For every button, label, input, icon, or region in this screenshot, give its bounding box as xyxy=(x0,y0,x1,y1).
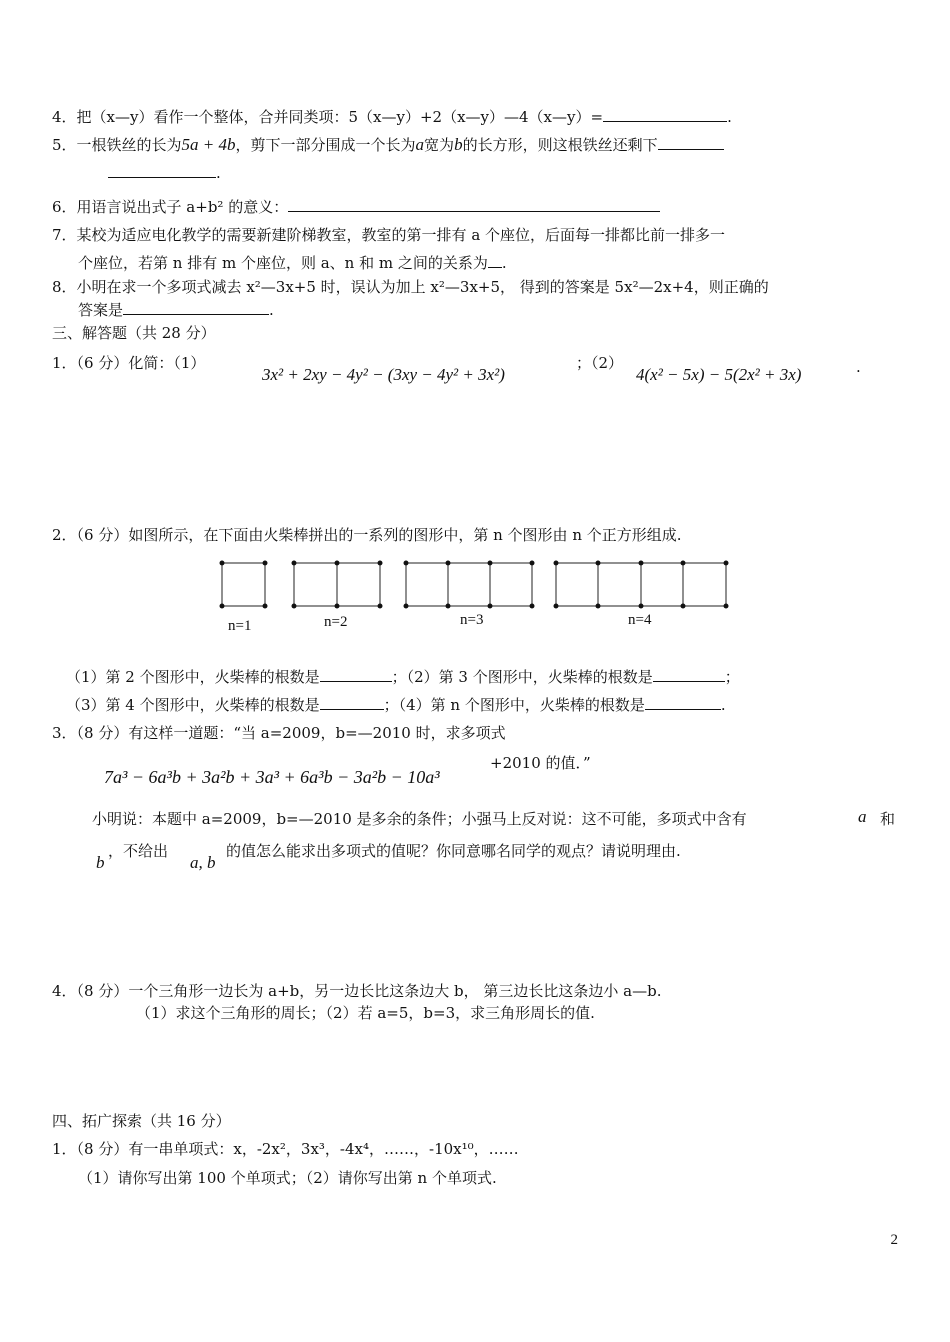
question-3-4: 4．（8 分）一个三角形一边长为 a+b，另一边长比这条边大 b， 第三边长比这条边小 a—b. xyxy=(52,982,662,1000)
section-3-title: 三、解答题（共 28 分） xyxy=(52,324,216,342)
question-fill-8: 8．小明在求一个多项式减去 x²—3x+5 时，误认为加上 x²—3x+5， 得到的答案是 5x²—2x+4，则正确的 xyxy=(52,278,769,296)
expression-2: 4(x² − 5x) − 5(2x² + 3x) xyxy=(636,365,802,384)
answer-blank xyxy=(123,299,269,315)
answer-blank xyxy=(488,252,502,268)
figure-label-n1: n=1 xyxy=(228,618,252,634)
question-3-1: 1．（6 分）化简：（1） xyxy=(52,354,206,372)
square-group xyxy=(406,563,532,606)
answer-blank xyxy=(603,106,727,122)
question-3-3-para-2: ，不给出 xyxy=(108,842,169,860)
question-fill-7: 7．某校为适应电化教学的需要新建阶梯教室，教室的第一排有 a 个座位，后面每一排都比前一排多一 xyxy=(52,226,726,244)
answer-blank xyxy=(320,694,384,710)
figure-label-n3: n=3 xyxy=(460,612,484,628)
question-fill-4: 4．把（x—y）看作一个整体，合并同类项：5（x—y）+2（x—y）—4（x—y）= . xyxy=(52,108,732,126)
answer-blank xyxy=(108,162,216,178)
question-fill-5: 5．一根铁丝的长为5a + 4b，剪下一部分围成一个长为a宽为b的长方形，则这根铁丝还剩下 xyxy=(52,134,724,156)
figure-label-n4: n=4 xyxy=(628,612,652,628)
polynomial-expression: 7a³ − 6a³b + 3a²b + 3a³ + 6a³b − 3a²b − 10a³ xyxy=(104,767,440,787)
expression-1: 3x² + 2xy − 4y² − (3xy − 4y² + 3x²) xyxy=(262,365,505,384)
matchstick-figure xyxy=(210,552,740,616)
question-fill-8-cont: 答案是 . xyxy=(78,301,274,319)
figure-label-n2: n=2 xyxy=(324,614,348,630)
question-3-3-para-1: 小明说：本题中 a=2009，b=—2010 是多余的条件；小强马上反对说：这不可能，多项式中含有 xyxy=(92,810,747,828)
question-3-3-tail: +2010 的值．” xyxy=(490,754,591,772)
question-4-1: 1．（8 分）有一串单项式：x，-2x²，3x³，-4x⁴，……，-10x¹⁰，…… xyxy=(52,1140,519,1158)
question-4-1-sub: （1）请你写出第 100 个单项式；（2）请你写出第 n 个单项式. xyxy=(78,1169,497,1187)
question-fill-7-cont: 个座位，若第 n 排有 m 个座位，则 a、n 和 m 之间的关系为 . xyxy=(78,254,507,272)
question-fill-6: 6．用语言说出式子 a+b² 的意义： xyxy=(52,196,660,218)
question-3-4-sub: （1）求这个三角形的周长；（2）若 a=5，b=3，求三角形周长的值. xyxy=(136,1004,595,1022)
question-3-1-sep: ；（2） xyxy=(576,354,624,372)
page-number: 2 xyxy=(890,1232,898,1248)
answer-blank xyxy=(658,134,724,150)
section-4-title: 四、拓广探索（共 16 分） xyxy=(52,1112,231,1130)
answer-blank xyxy=(320,666,392,682)
answer-blank xyxy=(645,694,721,710)
question-3-2-sub-1: （1）第 2 个图形中，火柴棒的根数是 ；（2）第 3 个图形中，火柴棒的根数是 ； xyxy=(66,668,740,686)
question-fill-5-cont: . xyxy=(108,162,221,184)
question-3-2: 2．（6 分）如图所示，在下面由火柴棒拼出的一系列的图形中，第 n 个图形由 n 个正方形组成. xyxy=(52,526,682,544)
square xyxy=(222,563,265,606)
question-3-2-sub-2: （3）第 4 个图形中，火柴棒的根数是 ；（4）第 n 个图形中，火柴棒的根数是 . xyxy=(66,696,726,714)
answer-blank xyxy=(653,666,725,682)
question-3-3: 3．（8 分）有这样一道题：“当 a=2009，b=—2010 时，求多项式 xyxy=(52,724,506,742)
answer-blank xyxy=(288,196,660,212)
